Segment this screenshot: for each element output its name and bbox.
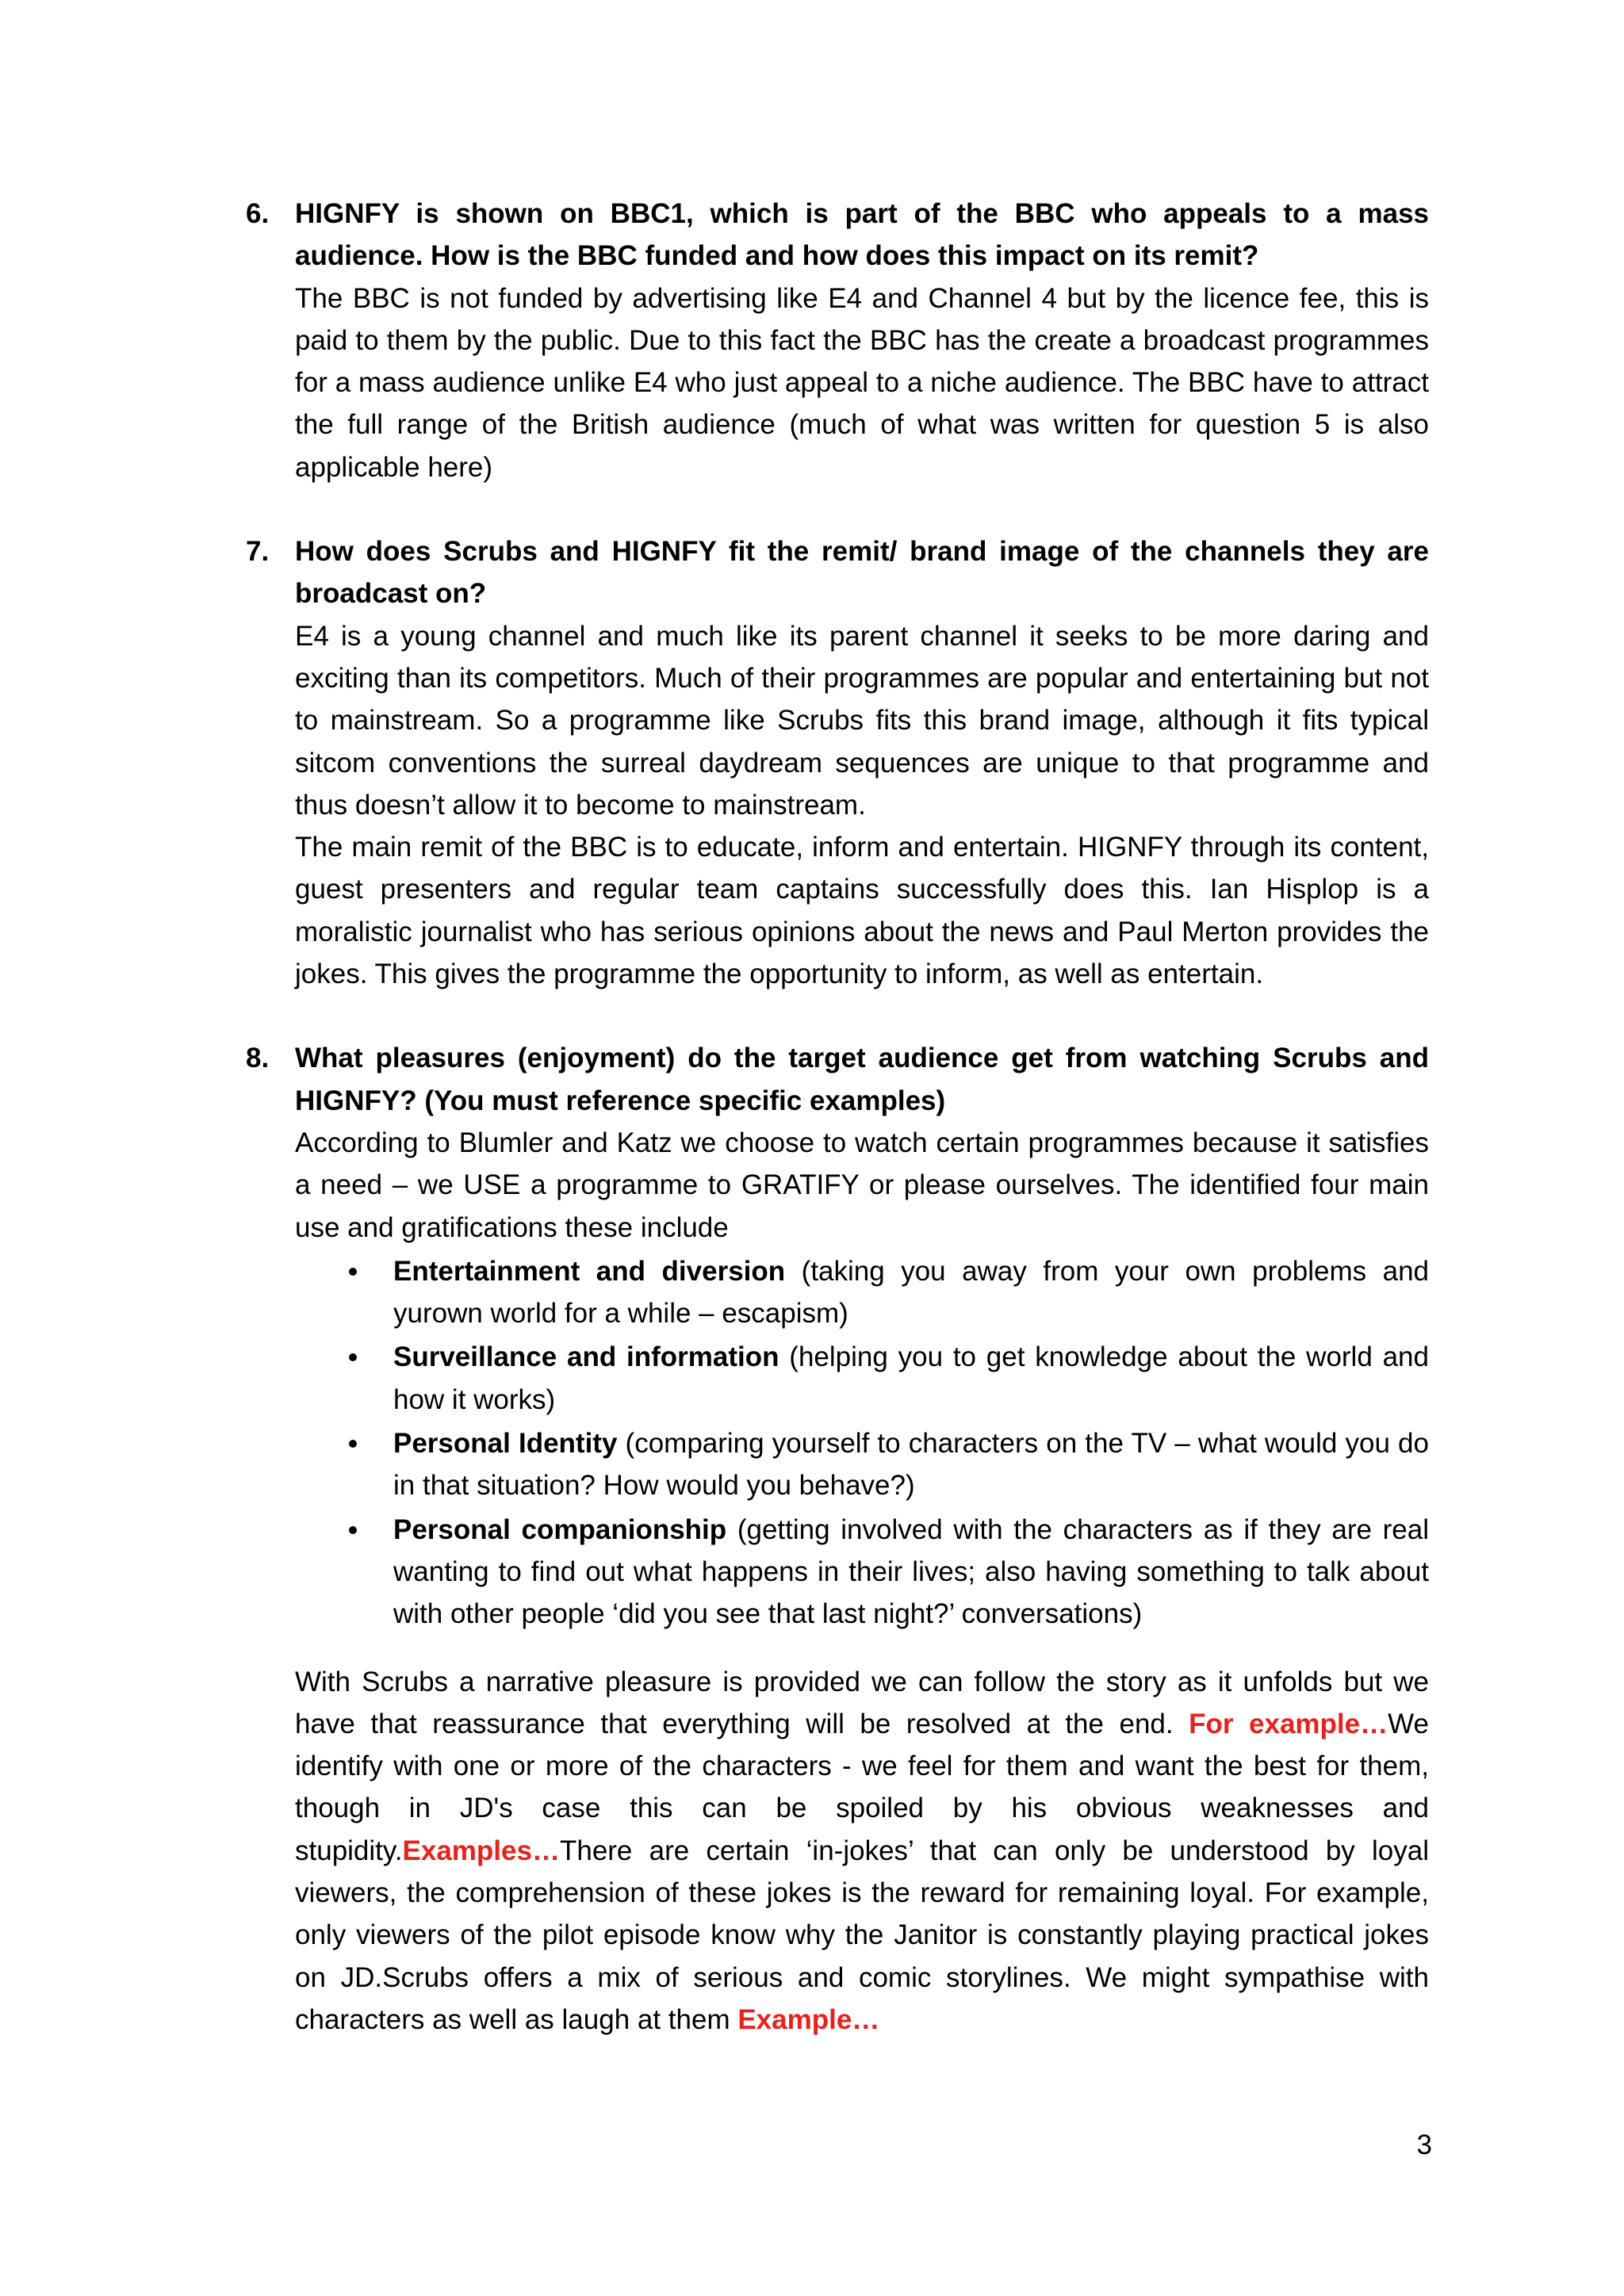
question-6 bbox=[246, 193, 1429, 488]
question-number: 7. bbox=[246, 536, 270, 568]
example-prompt: Examples… bbox=[402, 1835, 560, 1866]
answer-paragraph: E4 is a young channel and much like its parent channel it seeks to be more daring and exciting than its competitors. Much of their programmes are popular and entertaining but not to mainstream. So a programme like Scrubs fits this brand image, although it fits typical sitcom conventions the surreal daydream sequences are unique to that programme and thus doesn’t allow it to become to mainstream. bbox=[295, 620, 1429, 821]
answer-paragraph: The main remit of the BBC is to educate, inform and entertain. HIGNFY through its content, guest presenters and regular team captains successfully does this. Ian Hisplop is a moralistic journalist who has serious opinions about the news and Paul Merton provides the jokes. This gives the programme the opportunity to inform, as well as entertain. bbox=[295, 832, 1429, 990]
bullet-term: Personal companionship bbox=[393, 1513, 727, 1545]
question-number: 8. bbox=[246, 1043, 270, 1074]
question-title: How does Scrubs and HIGNFY fit the remit/ brand image of the channels they are broadcast on? bbox=[295, 536, 1429, 610]
spacer bbox=[295, 995, 1429, 1037]
page-number: 3 bbox=[1416, 2130, 1432, 2160]
bullet-term: Surveillance and information bbox=[393, 1341, 779, 1373]
bullet-icon bbox=[349, 1526, 357, 1534]
question-8 bbox=[246, 1037, 1429, 2041]
question-7 bbox=[246, 530, 1429, 995]
bullet-term: Entertainment and diversion bbox=[393, 1255, 786, 1287]
bullet-description: (helping you to get knowledge about the world and how it works) bbox=[393, 1341, 1429, 1415]
list-item bbox=[295, 1250, 1429, 1335]
bullet-description: (getting involved with the characters as if they are real wanting to find out what happens in their lives; also having something to talk about with other people ‘did you see that last night?’ conversations) bbox=[393, 1513, 1429, 1630]
bullet-description: (taking you away from your own problems and yurown world for a while – escapism) bbox=[393, 1255, 1429, 1330]
gratifications-list bbox=[295, 1250, 1429, 1636]
example-prompt: Example… bbox=[737, 2003, 880, 2035]
answer-paragraph: According to Blumler and Katz we choose to watch certain programmes because it satisfies a need – we USE a programme to GRATIFY or please ourselves. The identified four main use and gratifications these include bbox=[295, 1127, 1429, 1243]
page-content bbox=[246, 193, 1429, 2041]
answer-paragraph: The BBC is not funded by advertising like E4 and Channel 4 but by the licence fee, this is paid to them by the public. Due to this fact the BBC has the create a broadcast programmes for a mass audience unlike E4 who just appeal to a niche audience. The BBC have to attract the full range of the British audience (much of what was written for question 5 is also applicable here) bbox=[295, 282, 1429, 483]
bullet-icon bbox=[349, 1268, 357, 1276]
list-item bbox=[295, 1422, 1429, 1507]
closing-text: We identify with one or more of the characters - we feel for them and want the best for them, though in JD's case this can be spoiled by his obvious weaknesses and stupidity. bbox=[295, 1708, 1429, 1866]
question-number: 6. bbox=[246, 198, 270, 229]
spacer bbox=[295, 488, 1429, 530]
bullet-term: Personal Identity bbox=[393, 1428, 618, 1460]
closing-text: There are certain ‘in-jokes’ that can only be understood by loyal viewers, the comprehension of these jokes is the reward for remaining loyal. For example, only viewers of the pilot episode know why the Janitor is constantly playing practical jokes on JD.Scrubs offers a mix of serious and comic storylines. We might sympathise with characters as well as laugh at them bbox=[295, 1835, 1429, 2035]
question-title: HIGNFY is shown on BBC1, which is part of the BBC who appeals to a mass audience. How is the BBC funded and how does this impact on its remit? bbox=[295, 198, 1429, 272]
question-title: What pleasures (enjoyment) do the target audience get from watching Scrubs and HIGNFY? (You must reference specific examples) bbox=[295, 1043, 1429, 1116]
closing-text: With Scrubs a narrative pleasure is provided we can follow the story as it unfolds but we have that reassurance that everything will be resolved at the end. bbox=[295, 1666, 1429, 1739]
bullet-icon bbox=[349, 1440, 357, 1448]
bullet-description: (comparing yourself to characters on the TV – what would you do in that situation? How would you behave?) bbox=[393, 1428, 1429, 1502]
example-prompt: For example… bbox=[1189, 1708, 1388, 1739]
bullet-icon bbox=[349, 1353, 357, 1361]
closing-paragraph bbox=[295, 1661, 1429, 2042]
list-item bbox=[295, 1509, 1429, 1636]
list-item bbox=[295, 1336, 1429, 1421]
